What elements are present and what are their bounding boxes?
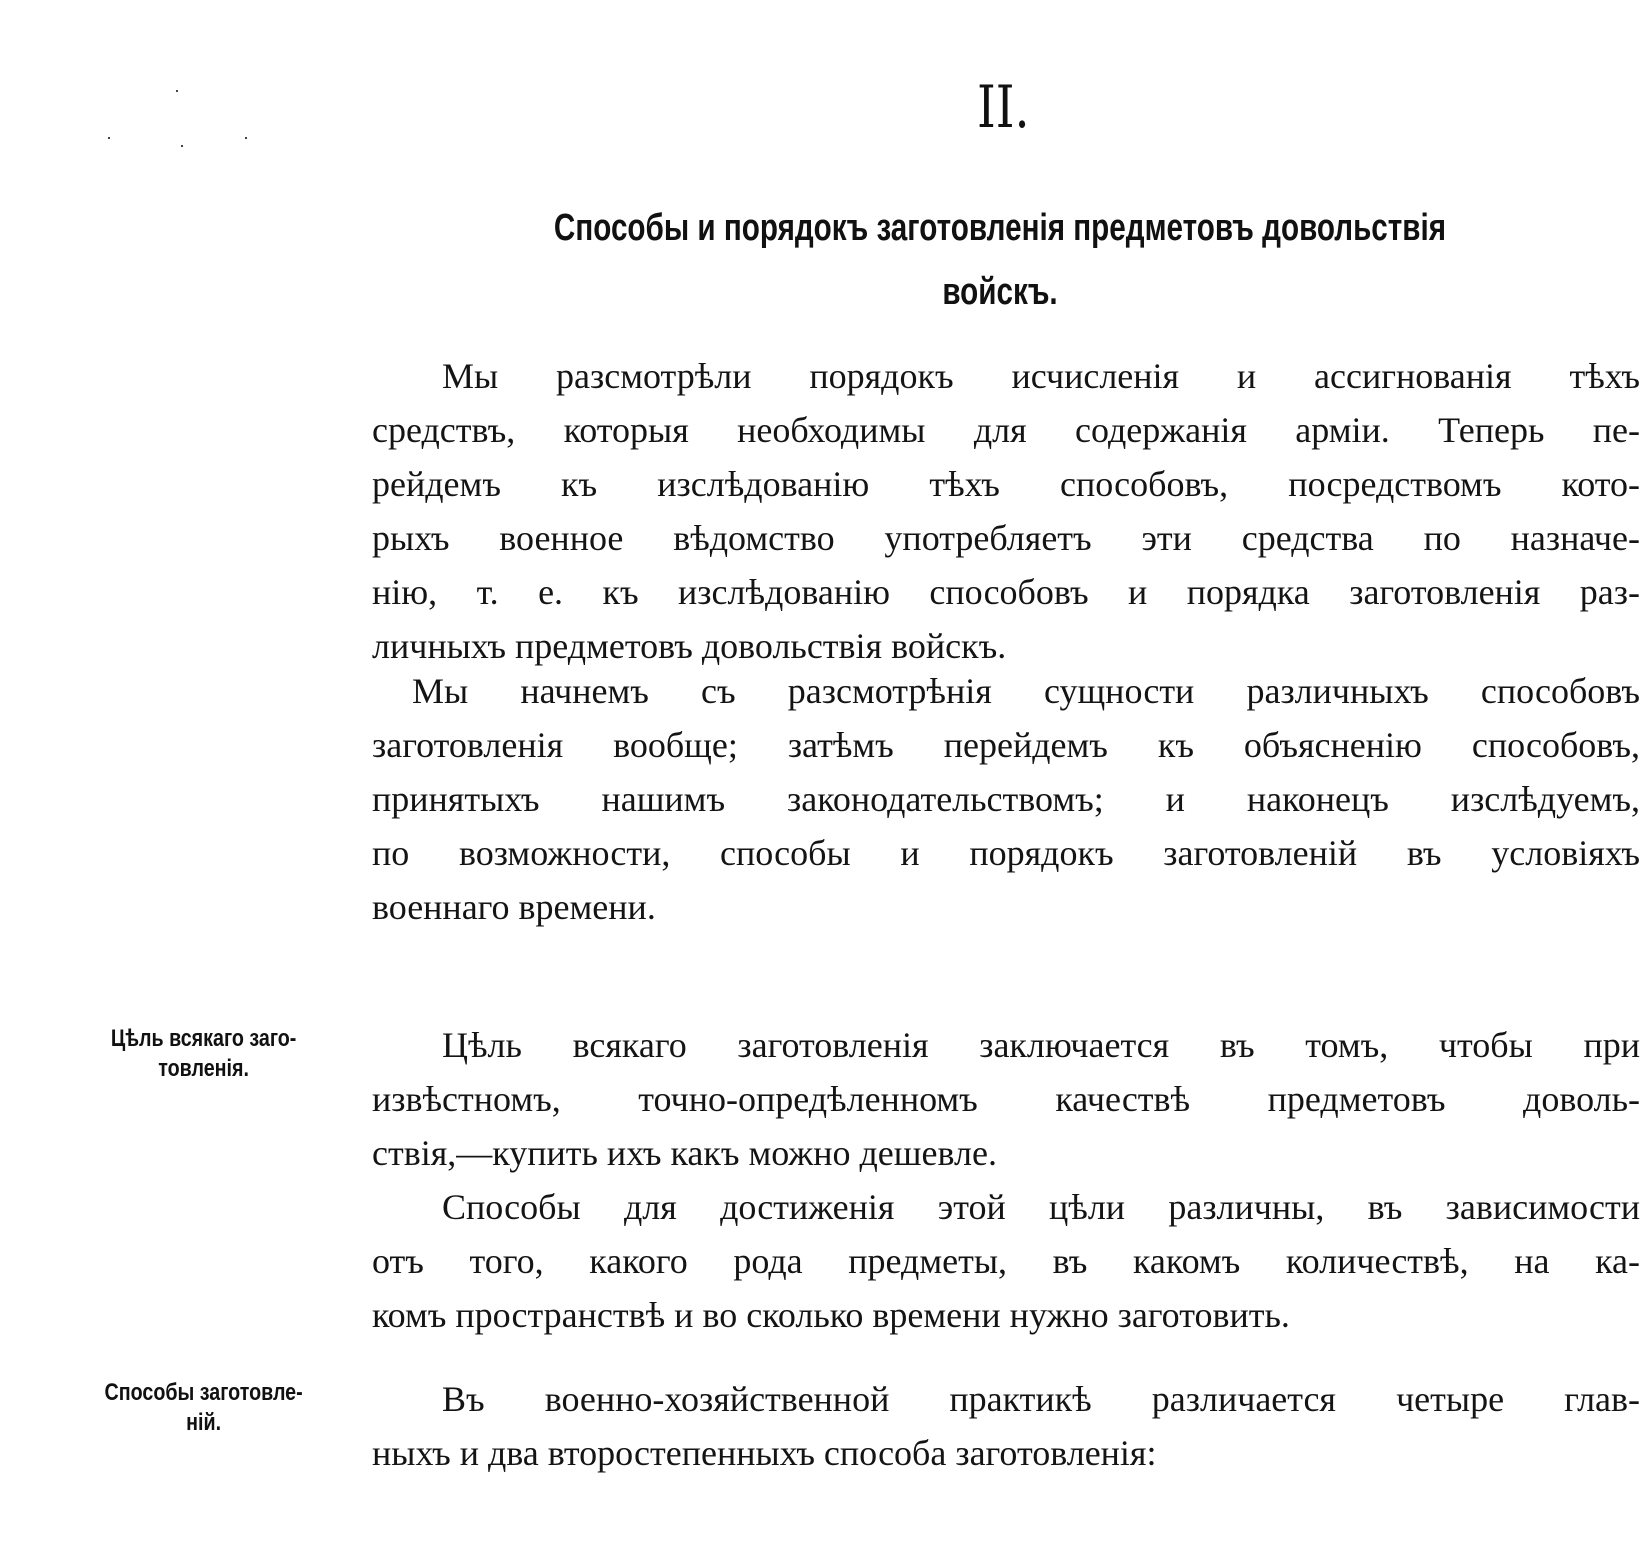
text-line: Въ военно-хозяйственной практикѣ различается четыре глав-: [442, 1379, 1640, 1419]
paragraph: [372, 1180, 1640, 1342]
scan-speck: [181, 145, 183, 147]
text-line: нію, т. е. къ изслѣдованію способовъ и порядка заготовленія раз-: [372, 572, 1640, 612]
text-line: отъ того, какого рода предметы, въ какомъ количествѣ, на ка-: [372, 1241, 1640, 1281]
text-line: заготовленія вообще; затѣмъ перейдемъ къ объясненію способовъ,: [372, 725, 1640, 765]
scan-speck: [176, 90, 178, 92]
margin-note-line: Способы заготовле-: [104, 1379, 303, 1406]
paragraph: [372, 1018, 1640, 1180]
text-line: личныхъ предметовъ довольствія войскъ.: [372, 626, 1007, 666]
chapter-title-line: Способы и порядокъ заготовленія предметовъ довольствія: [553, 207, 1447, 249]
chapter-title-line: войскъ.: [942, 271, 1058, 313]
text-line: средствъ, которыя необходимы для содержанія арміи. Теперь пе-: [372, 410, 1640, 450]
chapter-number: II.: [976, 73, 1030, 141]
paragraph: [372, 1372, 1640, 1480]
margin-note: [72, 1378, 334, 1438]
text-line: рыхъ военное вѣдомство употребляетъ эти средства по назначе-: [372, 518, 1640, 558]
margin-note: [72, 1024, 334, 1084]
text-line: ныхъ и два второстепенныхъ способа заготовленія:: [372, 1433, 1157, 1473]
text-line: извѣстномъ, точно-опредѣленномъ качествѣ предметовъ доволь-: [372, 1079, 1640, 1119]
text-line: Мы начнемъ съ разсмотрѣнія сущности различныхъ способовъ: [412, 671, 1640, 711]
paragraph: [372, 664, 1640, 934]
margin-note-line: товленія.: [158, 1055, 249, 1082]
text-line: военнаго времени.: [372, 887, 656, 927]
text-line: принятыхъ нашимъ законодательствомъ; и наконецъ изслѣдуемъ,: [372, 779, 1640, 819]
scan-speck: [245, 137, 247, 139]
text-line: комъ пространствѣ и во сколько времени нужно заготовить.: [372, 1295, 1290, 1335]
paragraph: [372, 349, 1640, 673]
scan-speck: [108, 137, 110, 139]
text-line: рейдемъ къ изслѣдованію тѣхъ способовъ, посредствомъ кото-: [372, 464, 1640, 504]
text-line: Способы для достиженія этой цѣли различны, въ зависимости: [442, 1187, 1640, 1227]
text-line: по возможности, способы и порядокъ заготовленій въ условіяхъ: [372, 833, 1640, 873]
margin-note-line: ній.: [186, 1409, 222, 1436]
text-line: Мы разсмотрѣли порядокъ исчисленія и ассигнованія тѣхъ: [442, 356, 1640, 396]
text-line: ствія,—купить ихъ какъ можно дешевле.: [372, 1133, 997, 1173]
margin-note-line: Цѣль всякаго заго-: [110, 1025, 297, 1052]
chapter-title: [516, 196, 1483, 324]
text-line: Цѣль всякаго заготовленія заключается въ томъ, чтобы при: [442, 1025, 1640, 1065]
